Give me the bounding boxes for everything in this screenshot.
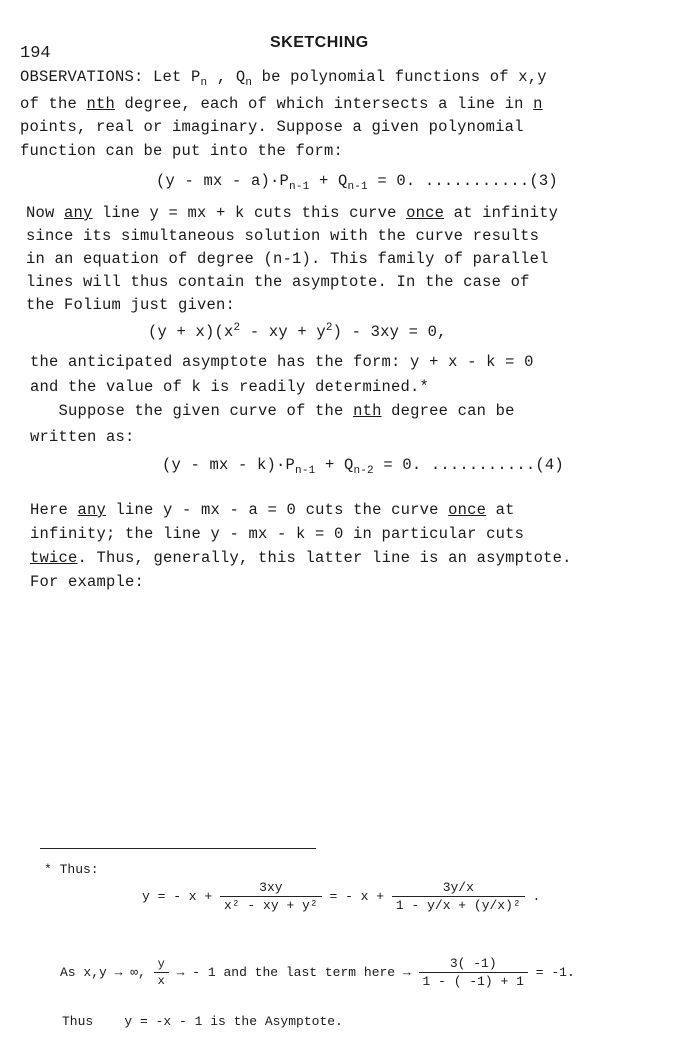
equation-4: (y - mx - $k)\cdot P_{n-1} + Q_{n-2} = 0$. ...........(4): [162, 456, 564, 477]
para2-line4: lines will thus contain the asymptote. In the case of: [26, 273, 530, 291]
para5-line3: twice. Thus, generally, this latter line is an asymptote.: [30, 549, 572, 567]
para1-line3: points, real or imaginary. Suppose a given polynomial: [20, 118, 524, 136]
para4-line2: written as:: [30, 428, 135, 446]
fraction-y-over-x: $\frac{y}{x}$: [154, 957, 169, 988]
para3-line2: and the value of k is readily determined.*: [30, 378, 430, 396]
equation-3-number: (3): [529, 172, 558, 190]
para1-line2: of the nth degree, each of which intersects a line in n: [20, 95, 543, 113]
fraction-limit: $\frac{3( -1)}{1 - ( -1) + 1}$: [419, 956, 528, 989]
footnote-equation-1: y = - x + $\frac{3xy}{\text{x² - xy + y²}}$ = - x + $\frac{3y/x}{\text{1 - y/x + (y/x)²}}$ .: [142, 880, 541, 913]
para5-line2: infinity; the line y - mx - k = 0 in particular cuts: [30, 525, 525, 543]
equation-folium: $(y + x)(x^2$ - xy + $y^2) - 3xy = 0$,: [148, 322, 447, 341]
page-number: 194: [20, 44, 51, 63]
page-title: SKETCHING: [270, 34, 369, 51]
fraction-3xy: $\frac{3xy}{\text{x² - xy + y²}}$: [220, 880, 322, 913]
footnote-rule: [40, 848, 316, 849]
footnote-conclusion: Thus y = -x - 1 is the Asymptote.: [62, 1014, 343, 1029]
para5-line4: For example:: [30, 573, 145, 591]
footnote-marker: * Thus:: [44, 862, 99, 877]
para2-line3: in an equation of degree (n-1). This family of parallel: [26, 250, 549, 268]
para5-line1: Here any line y - mx - a = 0 cuts the curve once at: [30, 501, 515, 519]
para2-line5: the Folium just given:: [26, 296, 236, 314]
para4-line1: Suppose the given curve of the nth degree can be: [30, 402, 515, 420]
para3-line1: the anticipated asymptote has the form: y + x - k = 0: [30, 353, 534, 371]
para1-line1: OBSERVATIONS: Let $P_n$ , $Q_n$ be polynomial functions of x,y: [20, 68, 547, 89]
footnote-limit-line: As x,y → ∞, $\frac{y}{x}$ → - 1 and the last term here → $\frac{3( -1)}{1 - ( -1) + 1}$ = -1.: [60, 956, 575, 989]
para1-line4: function can be put into the form:: [20, 142, 344, 160]
para2-line1: Now any line y = mx + k cuts this curve once at infinity: [26, 204, 559, 222]
fraction-reduced: $\frac{3y/x}{\text{1 - y/x + (y/x)²}}$: [392, 880, 525, 913]
equation-3: (y - mx - $a)\cdot P_{n-1} + Q_{n-1} = 0$. ...........(3): [156, 172, 558, 193]
equation-4-number: (4): [535, 456, 564, 474]
para2-line2: since its simultaneous solution with the curve results: [26, 227, 540, 245]
